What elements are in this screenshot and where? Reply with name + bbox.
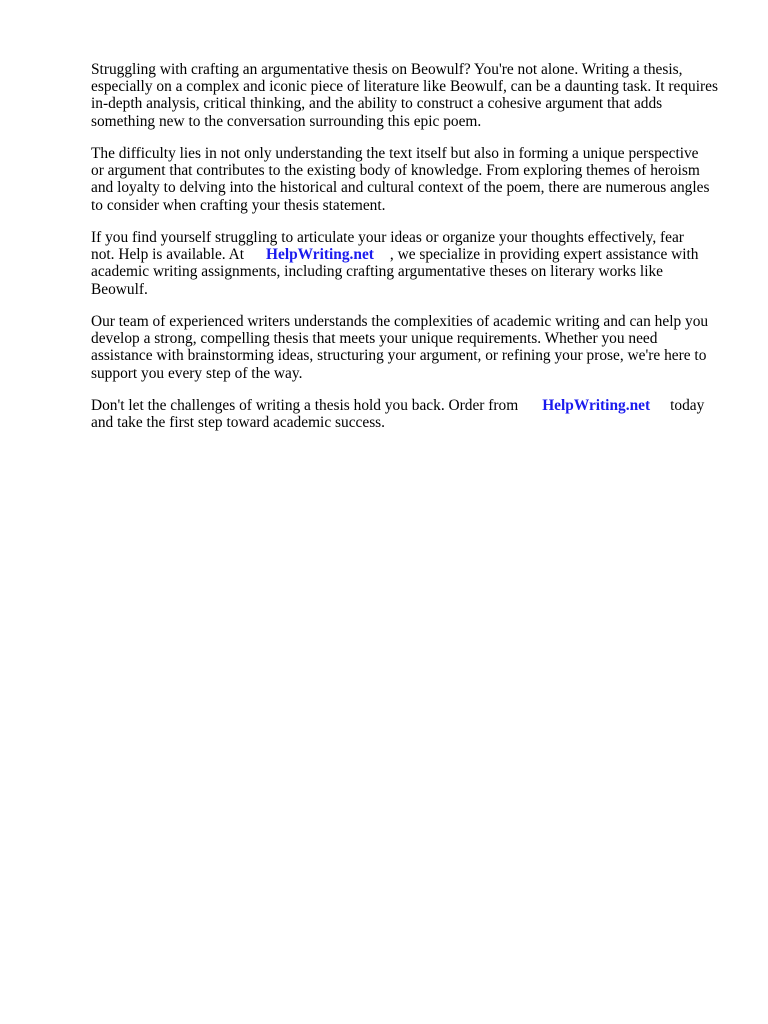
paragraph-line: academic writing assignments, including crafting argumentative theses on literary works like: [91, 263, 664, 281]
text-before-link: Don't let the challenges of writing a thesis hold you back. Order from: [91, 397, 519, 414]
paragraph-line: If you find yourself struggling to articulate your ideas or organize your thoughts effectively, fear: [91, 229, 684, 246]
paragraph-difficulty: [91, 145, 731, 214]
paragraph-line: develop a strong, compelling thesis that meets your unique requirements. Whether you need: [91, 330, 658, 348]
helpwriting-link[interactable]: HelpWriting.net: [542, 397, 651, 414]
paragraph-intro: [91, 61, 731, 130]
paragraph-line: to consider when crafting your thesis statement.: [91, 196, 386, 214]
paragraph-line-with-link: [91, 397, 731, 414]
paragraph-line: Our team of experienced writers understands the complexities of academic writing and can help you: [91, 313, 709, 330]
paragraph-call-to-action: [91, 397, 731, 431]
paragraph-line: and take the first step toward academic success.: [91, 414, 386, 432]
paragraph-line: assistance with brainstorming ideas, structuring your argument, or refining your prose, we're here to: [91, 347, 707, 365]
text-after-link: today: [670, 397, 705, 414]
helpwriting-link[interactable]: HelpWriting.net: [266, 246, 374, 264]
paragraph-line: in-depth analysis, critical thinking, and the ability to construct a cohesive argument that adds: [91, 95, 663, 113]
text-before-link: not. Help is available. At: [91, 246, 245, 264]
paragraph-help: [91, 229, 731, 298]
paragraph-line: Struggling with crafting an argumentative thesis on Beowulf? You're not alone. Writing a thesis,: [91, 61, 683, 78]
paragraph-line: The difficulty lies in not only understanding the text itself but also in forming a unique perspective: [91, 145, 699, 162]
text-after-link: , we specialize in providing expert assistance with: [389, 246, 699, 264]
paragraph-line: or argument that contributes to the existing body of knowledge. From exploring themes of heroism: [91, 162, 700, 180]
paragraph-line: support you every step of the way.: [91, 364, 303, 382]
paragraph-team: [91, 313, 731, 382]
paragraph-line: especially on a complex and iconic piece of literature like Beowulf, can be a daunting task. It requires: [91, 78, 718, 96]
paragraph-line: something new to the conversation surrounding this epic poem.: [91, 112, 482, 130]
paragraph-line: and loyalty to delving into the historical and cultural context of the poem, there are numerous angles: [91, 179, 710, 197]
paragraph-line: Beowulf.: [91, 280, 148, 298]
paragraph-line-with-link: [91, 246, 731, 263]
